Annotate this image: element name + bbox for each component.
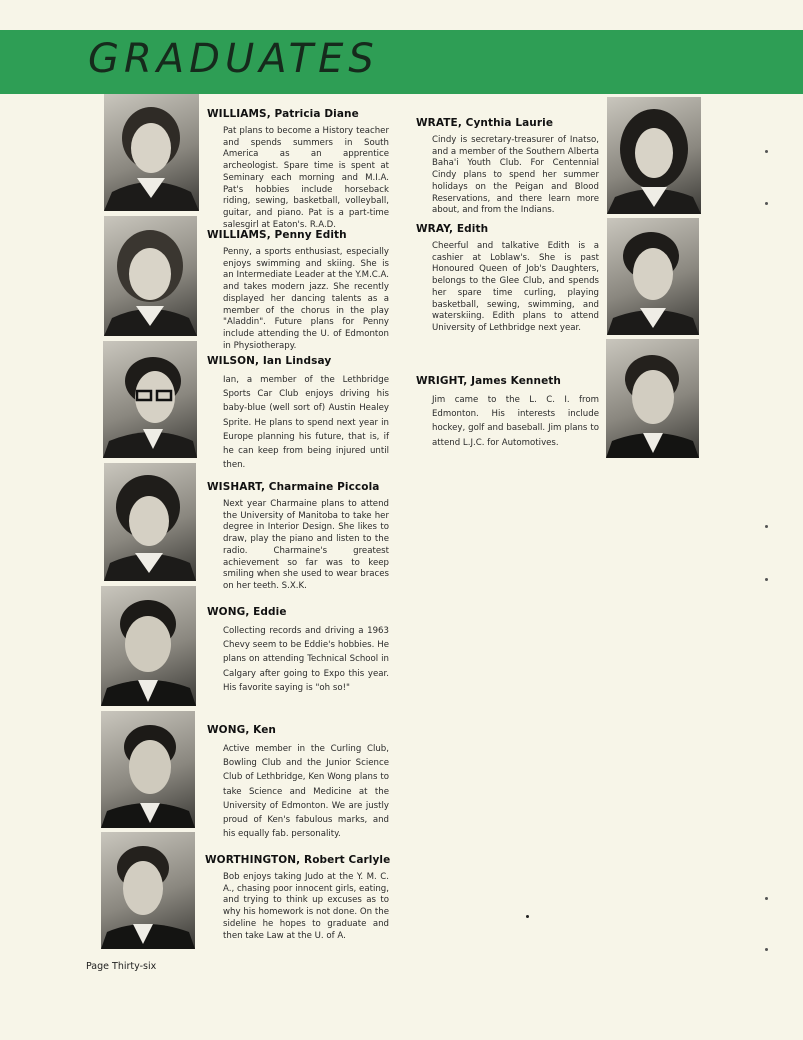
graduate-bio: Penny, a sports enthusiast, especially enjoys swimming and skiing. She is an Intermediate Leader at the Y.M.C.A. and takes modern jazz. She recently displayed her dancing talents as a member of the chorus in the play "Aladdin". Future plans for Penny include attending the U. of Edmonton in Physiotherapy. xyxy=(223,247,389,351)
graduate-name: WILSON, Ian Lindsay xyxy=(207,355,332,367)
graduate-entry xyxy=(416,117,599,217)
graduate-bio: Ian, a member of the Lethbridge Sports Car Club enjoys driving his baby-blue (well sort of) Austin Healey Sprite. He plans to spend next year in Europe planning his future, that is, if he can keep from being injured until then. xyxy=(223,375,389,471)
page-title: GRADUATES xyxy=(88,36,379,82)
paper-speck xyxy=(526,915,529,918)
paper-speck xyxy=(765,578,768,581)
graduate-entry xyxy=(207,481,389,593)
header-banner xyxy=(0,30,803,94)
graduate-entry xyxy=(207,355,389,472)
paper-speck xyxy=(765,525,768,528)
graduate-bio: Pat plans to become a History teacher and spends summers in South America as an apprentice archeologist. Spare time is spent at Seminary each morning and M.I.A. Pat's hobbies include horseback riding, sewing, basketball, volleyball, guitar, and piano. Pat is a part-time salesgirl at Eaton's. R.A.D. xyxy=(223,126,389,230)
graduate-bio: Next year Charmaine plans to attend the University of Manitoba to take her degree in Interior Design. She likes to draw, play the piano and listen to the radio. Charmaine's greatest achievement so far was to keep smiling when she used to wear braces on her teeth. S.X.K. xyxy=(223,499,389,591)
page-number: Page Thirty-six xyxy=(86,961,157,972)
graduate-bio: Cheerful and talkative Edith is a cashier at Loblaw's. She is past Honoured Queen of Job's Daughters, belongs to the Glee Club, and spends her spare time curling, playing basketball, sewing, swimming, and waterskiing. Edith plans to attend University of Lethbridge next year. xyxy=(432,241,599,333)
graduate-name: WORTHINGTON, Robert Carlyle xyxy=(205,854,391,866)
graduate-name: WILLIAMS, Patricia Diane xyxy=(207,108,359,120)
portrait-photo xyxy=(101,586,196,706)
graduate-name: WRATE, Cynthia Laurie xyxy=(416,117,554,129)
graduate-bio: Cindy is secretary-treasurer of Inatso, and a member of the Southern Alberta Baha'i Youth Club. For Centennial Cindy plans to spend her summer holidays on the Peigan and Blood Reservations, and there learn more about, and from the Indians. xyxy=(432,135,599,216)
graduate-entry xyxy=(416,223,599,335)
paper-speck xyxy=(765,150,768,153)
graduate-entry xyxy=(207,108,389,231)
graduate-entry xyxy=(205,854,389,942)
graduate-name: WRAY, Edith xyxy=(416,223,489,235)
paper-speck xyxy=(765,897,768,900)
portrait-photo xyxy=(101,832,195,949)
paper-speck xyxy=(765,202,768,205)
portrait-photo xyxy=(606,339,699,458)
graduate-bio: Jim came to the L. C. I. from Edmonton. His interests include hockey, golf and baseball. Jim plans to attend L.J.C. for Automotives. xyxy=(432,395,599,448)
portrait-photo xyxy=(103,341,197,458)
graduate-entry xyxy=(207,724,389,841)
portrait-photo xyxy=(104,94,199,211)
graduate-name: WISHART, Charmaine Piccola xyxy=(207,481,380,493)
graduate-bio: Active member in the Curling Club, Bowling Club and the Junior Science Club of Lethbridge, Ken Wong plans to take Science and Medicine at the University of Edmonton. We are justly proud of Ken's fabulous marks, and his equally fab. personality. xyxy=(223,744,389,840)
graduate-name: WILLIAMS, Penny Edith xyxy=(207,229,347,241)
graduate-name: WRIGHT, James Kenneth xyxy=(416,375,561,387)
portrait-photo xyxy=(104,216,197,336)
graduate-bio: Bob enjoys taking Judo at the Y. M. C. A., chasing poor innocent girls, eating, and trying to think up excuses as to why his homework is not done. On the sideline he hopes to graduate and then take Law at the U. of A. xyxy=(223,872,389,941)
portrait-photo xyxy=(101,711,195,828)
graduate-bio: Collecting records and driving a 1963 Chevy seem to be Eddie's hobbies. He plans on attending Technical School in Calgary after going to Expo this year. His favorite saying is "oh so!" xyxy=(223,626,389,693)
graduate-entry xyxy=(207,229,389,352)
paper-speck xyxy=(765,948,768,951)
graduate-entry xyxy=(207,606,389,695)
portrait-photo xyxy=(607,97,701,214)
graduate-name: WONG, Eddie xyxy=(207,606,287,618)
portrait-photo xyxy=(104,463,196,581)
graduate-entry xyxy=(416,375,599,450)
graduate-name: WONG, Ken xyxy=(207,724,277,736)
portrait-photo xyxy=(607,218,699,335)
